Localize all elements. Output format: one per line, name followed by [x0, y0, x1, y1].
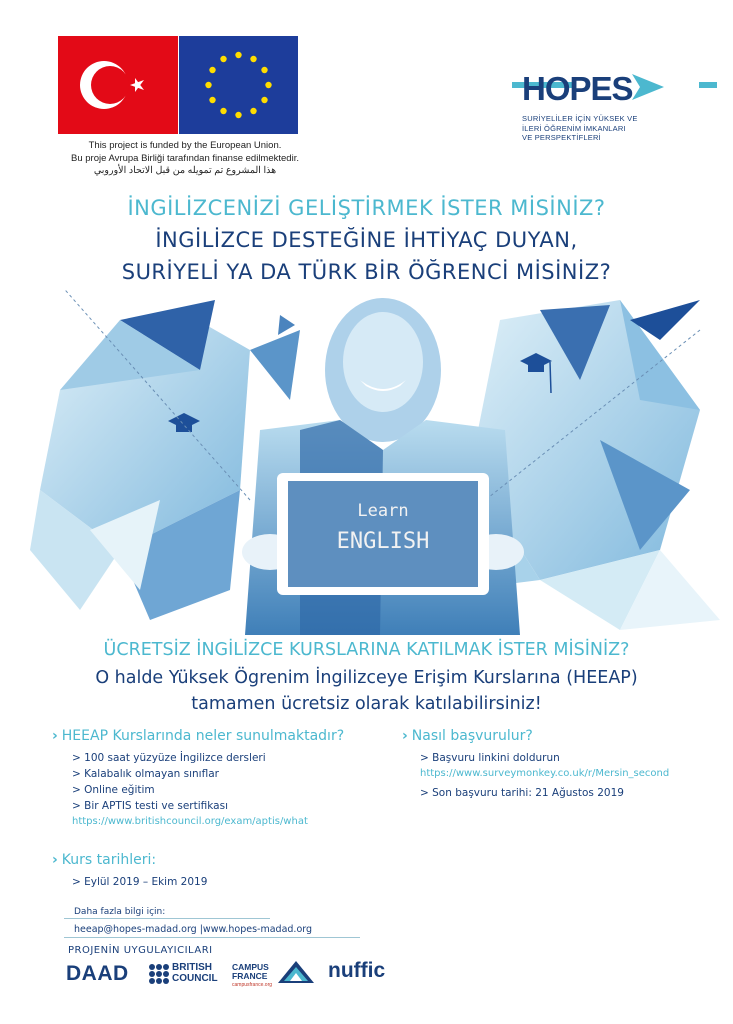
funding-ar: هذا المشروع تم تمويله من قبل الاتحاد الأوروبي	[93, 165, 277, 176]
survey-link[interactable]: https://www.surveymonkey.co.uk/r/Mersin_second	[420, 768, 670, 779]
chevron-right-icon: ›	[402, 728, 408, 744]
bc-line-1: BRITISH	[172, 962, 212, 973]
chevron-right-icon: ›	[52, 728, 58, 744]
campus-france-logo	[232, 963, 272, 990]
offer-item-2: > Kalabalık olmayan sınıflar	[72, 768, 219, 780]
apply-item-2: > Son başvuru tarihi: 21 Ağustos 2019	[420, 787, 624, 799]
daad-logo: DAAD	[66, 962, 129, 985]
offer-item-4: > Bir APTIS testi ve sertifikası	[72, 800, 228, 812]
apply-heading	[402, 728, 533, 744]
hopes-logo	[512, 66, 717, 108]
british-council-dots-icon	[148, 963, 170, 985]
offer-item-3: > Online eğitim	[72, 784, 155, 796]
hopes-subtitle-2: İLERİ ÖĞRENİM İMKANLARI	[522, 123, 626, 133]
cf-line-1: CAMPUS	[232, 962, 269, 972]
funding-tr: Bu proje Avrupa Birliği tarafından finanse edilmektedir.	[71, 152, 299, 164]
apply-heading-text: Nasıl başvurulur?	[411, 728, 533, 744]
offers-heading-text: HEEAP Kurslarında neler sunulmaktadır?	[61, 728, 345, 744]
dates-item: > Eylül 2019 – Ekim 2019	[72, 876, 208, 888]
hopes-subtitle-1: SURİYELİLER İÇİN YÜKSEK VE	[522, 114, 638, 123]
middle-line-2: O halde Yüksek Ögrenim İngilizceye Erişim Kurslarına (HEEAP)	[95, 668, 638, 688]
partners-title: PROJENİN UYGULAYICILARI	[68, 945, 213, 956]
middle-line-1: ÜCRETSİZ İNGİLİZCE KURSLARINA KATILMAK İSTER MİSİNİZ?	[103, 640, 630, 660]
board-learn-text: Learn	[357, 501, 409, 521]
eu-flag-icon	[179, 36, 298, 134]
apply-item-1: > Başvuru linkini doldurun	[420, 752, 560, 764]
headline-1: İNGİLİZCENİZİ GELİŞTİRMEK İSTER MİSİNİZ?	[127, 196, 606, 220]
cf-line-2: FRANCE	[232, 971, 268, 981]
turkey-flag-icon	[58, 36, 178, 134]
offer-item-1: > 100 saat yüzyüze İngilizce dersleri	[72, 752, 266, 764]
headline-3: SURİYELİ YA DA TÜRK BİR ÖĞRENCİ MİSİNİZ?	[121, 260, 612, 284]
hopes-subtitle	[522, 114, 638, 143]
bc-line-2: COUNCIL	[172, 973, 218, 984]
offers-heading	[52, 728, 344, 744]
contact-divider-2	[64, 937, 360, 938]
british-council-logo	[172, 962, 218, 984]
chevron-right-icon: ›	[52, 852, 58, 868]
learn-english-board	[277, 473, 489, 595]
dates-heading	[52, 852, 156, 868]
campus-france-triangles-icon	[278, 961, 314, 983]
contact-info[interactable]: heeap@hopes-madad.org |www.hopes-madad.org	[74, 924, 313, 935]
aptis-link[interactable]: https://www.britishcouncil.org/exam/aptis/what	[72, 816, 308, 827]
funding-notice	[20, 140, 350, 178]
headline-2: İNGİLİZCE DESTEĞİNE İHTİYAÇ DUYAN,	[155, 228, 578, 252]
cf-small: campusfrance.org	[232, 982, 273, 988]
dates-heading-text: Kurs tarihleri:	[61, 852, 157, 868]
middle-line-3: tamamen ücretsiz olarak katılabilirsiniz!	[191, 694, 542, 714]
contact-label: Daha fazla bilgi için:	[74, 907, 166, 917]
hopes-subtitle-3: VE PERSPEKTİFLERİ	[522, 133, 601, 142]
contact-divider-1	[64, 918, 270, 919]
board-english-text: ENGLISH	[336, 529, 430, 554]
funding-en: This project is funded by the European Union.	[88, 140, 282, 151]
nuffic-logo: nuffic	[328, 959, 386, 982]
hopes-logo-text: HOPES	[522, 70, 633, 107]
